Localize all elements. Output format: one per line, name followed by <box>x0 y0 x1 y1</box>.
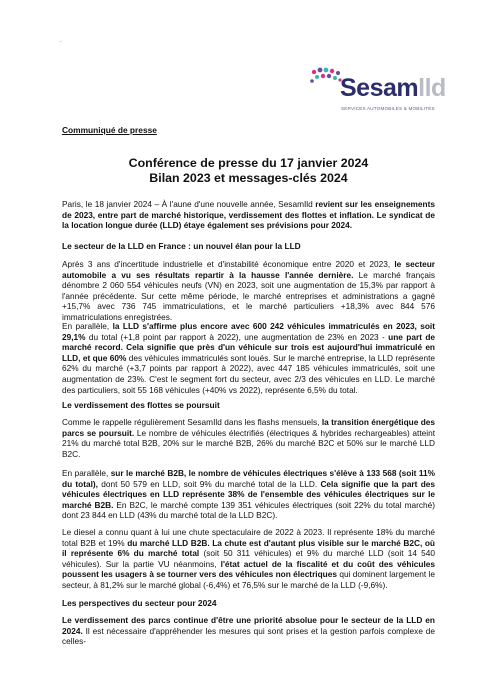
logo-tagline: SERVICES AUTOMOBILES & MOBILITÉS <box>341 106 435 111</box>
s1-paragraph-2: En parallèle, la LLD s'affirme plus encore avec 600 242 véhicules immatriculés en 2023, soit 29,1% du total (+1,8 point par rapport à 2022), une augmentation de 23% en 2023 - une part de marché record. Cela signifie que près d'un véhicule sur trois est aujourd'hui immatriculé en LLD, et que 60% des véhicules immatriculés sont loués. Sur le marché entreprise, la LLD représente 62% du marché (+3,7 points par rapport à 2022), avec 447 185 véhicules immatriculés, soit une augmentation de 23%. C'est le segment fort du secteur, avec 2/3 des véhicules en LLD. Le marché des particuliers, soit 55 168 véhicules (+40% vs 2022), représente 6,5% du total. <box>62 321 435 395</box>
s2-paragraph-1: Comme le rappelle régulièrement SesamIld dans les flashs mensuels, la transition énergétique des parcs se poursuit. Le nombre de véhicules électrifiés (électriques & hybrides rechargeables) atteint 21% du marché total B2B, 20% sur le marché B2B, 26% du marché B2C et 50% sur le marché LLD B2C. <box>62 417 436 459</box>
section-heading-lld: Le secteur de la LLD en France : un nouvel élan pour la LLD <box>62 241 301 251</box>
document-label: Communiqué de presse <box>62 125 157 135</box>
section-heading-perspectives: Les perspectives du secteur pour 2024 <box>62 598 217 608</box>
page-mark: . <box>60 38 62 44</box>
intro-paragraph: Paris, le 18 janvier 2024 – À l'aune d'une nouvelle année, SesamIld revient sur les enseignements de 2023, entre part de marché historique, verdissement des flottes et inflation. Le syndicat de la location longue durée (LLD) étaye également ses prévisions pour 2024. <box>62 199 435 231</box>
title-line-1: Conférence de presse du 17 janvier 2024 <box>128 156 369 170</box>
s2-paragraph-3: Le diesel a connu quant à lui une chute spectaculaire de 2022 à 2023. Il représente 18% du marché total B2B et 19% du marché LLD B2B. La chute est d'autant plus visible sur le marché B2C, où il représente 6% du marché total (soit 50 311 véhicules) et 9% du marché LLD (soit 14 540 véhicules). Sur la partie VU néanmoins, l'état actuel de la fiscalité et du coût des véhicules poussent les usagers à se tourner vers des véhicules non électriques qui dominent largement le secteur, à 81,2% sur le marché global (-6,4%) et 76,5% sur le marché de la LLD (-9,6%). <box>62 527 436 590</box>
s1-paragraph-1: Après 3 ans d'incertitude industrielle et d'instabilité économique entre 2020 et 2023, le secteur automobile a vu ses résultats repartir à la hausse l'année dernière. Le marché français dénombre 2 060 554 véhicules neufs (VN) en 2023, soit une augmentation de 15,3% par rapport à l'année précédente. Sur cette même période, le marché entreprises et administrations a gagné +15,7% avec 736 745 immatriculations, et le marché particuliers +18,3% avec 844 576 immatriculations enregistrées. <box>62 259 435 322</box>
s2-paragraph-2: En parallèle, sur le marché B2B, le nombre de véhicules électriques s'élève à 133 568 (soit 11% du total), dont 50 579 en LLD, soit 9% du marché total de la LLD. Cela signifie que la part des véhicules électriques en LLD représente 38% de l'ensemble des véhicules électriques sur le marché B2B. En B2C, le marché compte 139 351 véhicules électriques (soit 22% du total marché) dont 23 844 en LLD (43% du marché total de la LLD B2C). <box>62 468 435 521</box>
section-heading-verdissement: Le verdissement des flottes se poursuit <box>62 400 220 410</box>
title-line-2: Bilan 2023 et messages-clés 2024 <box>149 171 348 185</box>
logo-dots-icon <box>304 66 344 100</box>
document-title <box>62 156 435 186</box>
sesamlld-logo <box>304 66 446 126</box>
s3-paragraph-1: Le verdissement des parcs continue d'être une priorité absolue pour le secteur de la LLD en 2024. Il est nécessaire d'appréhender les mesures qui sont prises et la gestion parfois complexe de celles- <box>62 615 435 647</box>
logo-wordmark: Sesamlld <box>340 74 446 102</box>
